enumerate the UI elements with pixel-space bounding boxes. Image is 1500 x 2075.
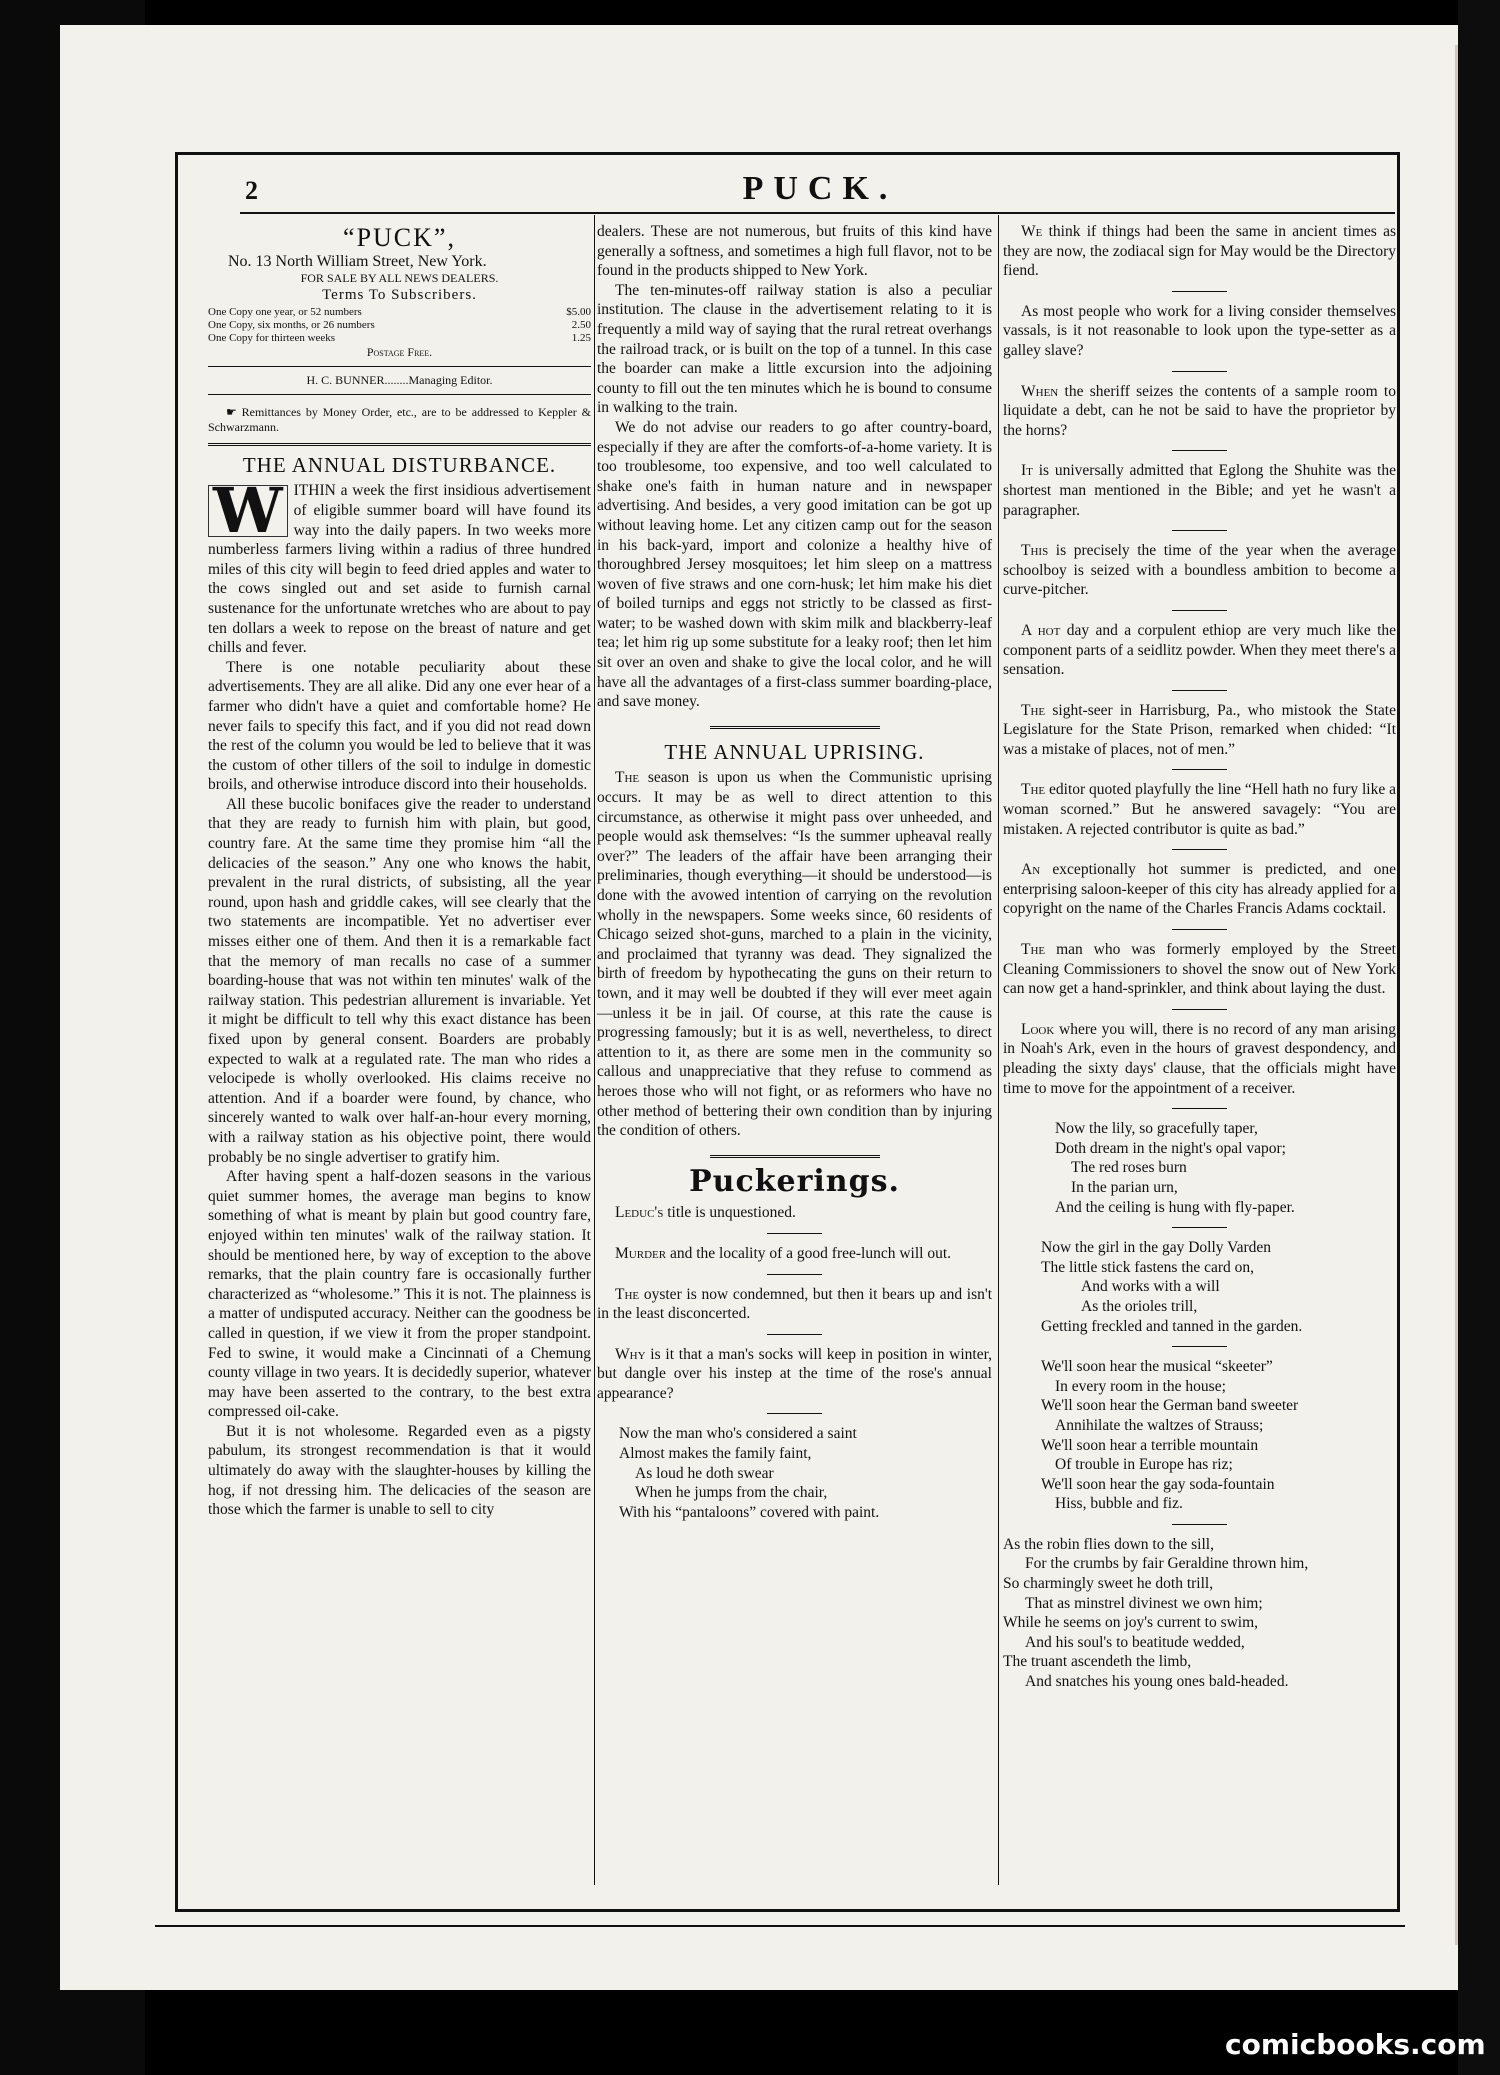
paragraph-item: It is universally admitted that Eglong the Shuhite was the shortest man mentioned in the Bible; and yet he wasn't a paragrapher. bbox=[1003, 462, 1396, 519]
paragraph-item: A hot day and a corpulent ethiop are very much like the component parts of a seidlitz powder. When they meet there's a sensation. bbox=[1003, 621, 1396, 679]
paragraph-item: Why is it that a man's socks will keep in position in winter, but dangle over his instep at the time of the rose's annual appearance? bbox=[597, 1345, 992, 1402]
divider bbox=[1172, 929, 1227, 930]
article-paragraph: The season is upon us when the Communistic uprising occurs. It may be as well to direct attention to this circumstance, as otherwise it might pass over unheeded, and people would ask themselves: “Is the summer upheaval really over?” The leaders of the affair have been arranging their preliminaries, though everything—it should be understood—is done with the avowed intention of carrying on the revolution wholly in the newspapers. Some weeks since, 60 residents of Chicago seized shot-guns, marched to a plain in the vicinity, and proclaimed that tyranny was dead. They signalized the birth of freedom by hypothecating the guns on their return to town, and it may well be doubted if they will ever meet again—unless it be in jail. Of course, at this rate the cause is progressing famously; but it is as well, nevertheless, to direct attention to it, as there are some men in the community so callous and unappreciative that they refuse to commend as heroes those who will not fight, or as reformers who have no other method of bettering their own condition than by injuring the condition of others. bbox=[597, 769, 992, 1140]
verse-line: The little stick fastens the card on, bbox=[1041, 1258, 1255, 1276]
ornamental-divider bbox=[710, 726, 880, 729]
divider bbox=[1172, 1524, 1227, 1525]
verse-line: The red roses burn bbox=[1071, 1159, 1187, 1177]
paragraph-item: The sight-seer in Harrisburg, Pa., who mistook the State Legislature for the State Prison, remarked when chided: “It was a mistake of places, not of men.” bbox=[1003, 701, 1396, 758]
divider bbox=[1172, 690, 1227, 691]
verse-line: Now the girl in the gay Dolly Varden bbox=[1041, 1239, 1272, 1257]
divider bbox=[1172, 371, 1227, 372]
verse-line: Now the lily, so gracefully taper, bbox=[1055, 1120, 1258, 1138]
scan-border-right bbox=[1458, 0, 1500, 2075]
verse-line: As the robin flies down to the sill, bbox=[1003, 1535, 1214, 1553]
pointing-hand-icon: ☛ bbox=[226, 404, 242, 419]
divider bbox=[1172, 1108, 1227, 1109]
article-title: THE ANNUAL UPRISING. bbox=[664, 739, 925, 764]
drop-cap: W bbox=[208, 485, 288, 537]
paragraph-item: Look where you will, there is no record of any man arising in Noah's Ark, even in the hours of gravest despondency, and pleading the sixty days' clause, that the officials might have time to move for the appointment of a receiver. bbox=[1003, 1020, 1396, 1097]
paragraph-item: We think if things had been the same in ancient times as they are now, the zodiacal sign for May would be the Directory fiend. bbox=[1003, 223, 1396, 280]
sale-notice: FOR SALE BY ALL NEWS DEALERS. bbox=[300, 271, 499, 286]
verse-line: And his soul's to beatitude wedded, bbox=[1025, 1633, 1245, 1651]
article-paragraph: We do not advise our readers to go after country-board, especially if they are after the comforts-of-a-home variety. It is too troublesome, too expensive, and too well calculated to shake one's faith in human nature and in newspaper advertising. And besides, a very good imitation can be got up without leaving home. Let any citizen camp out for the season in his back-yard, import and colonize a healthy hive of thoroughbred Jersey mosquitoes; let him sleep on a mattress woven of five straws and one corn-husk; let him make his diet of boiled turnips and eggs not strictly to be classed as first-water; to be washed down with skim milk and blackberry-leaf tea; let him rig up some substitute for a leaky roof; then let him sit over an oven and shake to give the local color, and he will have all the advantages of a first-class summer boarding-place, and save money. bbox=[597, 418, 992, 711]
article-paragraph: W ITHIN a week the first insidious advertisement of eligible summer board will have found its way into the daily papers. In two weeks more numberless farmers living within a radius of three hundred miles of this city will begin to feed dried apples and water to the cows singled out and set aside to furnish carnal sustenance for the unfortunate wretches who are about to pay ten dollars a week to repose on the breast of nature and get chills and fever. bbox=[208, 474, 591, 657]
column-1 bbox=[208, 222, 591, 1520]
divider bbox=[208, 394, 591, 395]
verse-line: The truant ascendeth the limb, bbox=[1003, 1653, 1192, 1671]
editor-line: H. C. BUNNER........Managing Editor. bbox=[306, 372, 493, 387]
verse-line: Almost makes the family faint, bbox=[619, 1445, 812, 1463]
divider bbox=[1172, 1346, 1227, 1347]
verse-line: We'll soon hear the German band sweeter bbox=[1041, 1397, 1299, 1415]
divider bbox=[1172, 610, 1227, 611]
ornamental-divider bbox=[710, 1155, 880, 1158]
verse-line: That as minstrel divinest we own him; bbox=[1025, 1594, 1263, 1612]
paragraph-item: This is precisely the time of the year when the average schoolboy is seized with a boundless ambition to become a curve-pitcher. bbox=[1003, 542, 1396, 599]
terms-row: One Copy for thirteen weeks 1.25 bbox=[208, 331, 591, 344]
masthead: PUCK. bbox=[742, 170, 898, 207]
article-paragraph: The ten-minutes-off railway station is also a peculiar institution. The clause in the advertisement relating to it is frequently a mild way of saying that the rural retreat overhangs the railroad track, or is built on the top of a tunnel. In this case the boarder can make a little excursion into the adjoining county to fill out the ten minutes which he is bound to consume in walking to the train. bbox=[597, 281, 992, 417]
remittance-notice: ☛ Remittances by Money Order, etc., are to be addressed to Keppler & Schwarzmann. bbox=[208, 404, 591, 434]
paragraph-item: Murder and the locality of a good free-lunch will out. bbox=[615, 1244, 952, 1262]
verse-line: So charmingly sweet he doth trill, bbox=[1003, 1575, 1214, 1593]
verse-line: Now the man who's considered a saint bbox=[619, 1425, 857, 1443]
verse-line: We'll soon hear a terrible mountain bbox=[1041, 1436, 1259, 1454]
divider bbox=[767, 1274, 822, 1275]
article-paragraph: dealers. These are not numerous, but fruits of this kind have generally a softness, and sometimes a high full flavor, not to be found in the products shipped to New York. bbox=[597, 223, 992, 280]
verse-line: We'll soon hear the gay soda-fountain bbox=[1041, 1475, 1275, 1493]
verse-line: Getting freckled and tanned in the garden. bbox=[1041, 1317, 1303, 1335]
paragraph-item: Leduc's title is unquestioned. bbox=[615, 1204, 796, 1222]
column-2 bbox=[597, 222, 992, 1522]
verse-line: And works with a will bbox=[1081, 1278, 1220, 1296]
column-rule bbox=[998, 215, 999, 1885]
verse-line: With his “pantaloons” covered with paint. bbox=[619, 1503, 880, 1521]
column-rule bbox=[594, 215, 595, 1885]
article-paragraph: All these bucolic bonifaces give the reader to understand that they are ready to furnish him with plain, but good, country fare. At the same time they promise him “all the delicacies of the season.” Any one who knows the habit, prevalent in the rural districts, of subsisting, all the year round, upon hash and griddle cakes, will see clearly that the two statements are incompatible. Yet no advertiser ever misses either one of them. And then it is a remarkable fact that the memory of man recalls no case of a summer boarding-house that was not within ten minutes' walk of the railway station. This pedestrian allurement is invariable. Yet it might be difficult to tell why this exact distance has been fixed upon by general consent. Boarders are probably expected to walk at a regulated rate. The man who rides a velocipede is wholly overlooked. His claims receive no attention. And if a boarder were found, by chance, who sincerely wanted to walk over half-an-hour every morning, with a railway station as his objective point, there would probably be no single advertiser to gratify him. bbox=[208, 795, 591, 1166]
verse-line: As the orioles trill, bbox=[1081, 1297, 1198, 1315]
divider bbox=[767, 1334, 822, 1335]
verse-line: Doth dream in the night's opal vapor; bbox=[1055, 1139, 1286, 1157]
verse-line: While he seems on joy's current to swim, bbox=[1003, 1614, 1259, 1632]
article-title: THE ANNUAL DISTURBANCE. bbox=[242, 452, 557, 477]
verse-line: We'll soon hear the musical “skeeter” bbox=[1041, 1358, 1273, 1376]
article-paragraph: After having spent a half-dozen seasons in the various quiet summer homes, the average man begins to know something of what is meant by plain but good country fare, enjoyed within ten minutes' walk of the railway station. It should be mentioned here, by way of exception to the above remarks, that the plain country fare is occasionally further characterized as “wholesome.” This it is not. The plainness is a matter of undisputed accuracy. Neither can the goodness be called in question, if we view it from the proper standpoint. Fed to swine, it would make a Cincinnati of a Chemung county village in two years. It is decidedly superior, whatever may have been asserted to the contrary, to the best extra compressed oil-cake. bbox=[208, 1168, 591, 1421]
section-title: Puckerings. bbox=[689, 1163, 900, 1199]
verse-line: Of trouble in Europe has riz; bbox=[1055, 1456, 1233, 1474]
divider bbox=[1172, 849, 1227, 850]
info-box-title: “PUCK”, bbox=[343, 223, 456, 252]
divider bbox=[1172, 291, 1227, 292]
paragraph-item: The man who was formerly employed by the Street Cleaning Commissioners to shovel the snow out of New York can now get a hand-sprinkler, and think about laying the dust. bbox=[1003, 941, 1396, 998]
divider bbox=[1172, 769, 1227, 770]
divider bbox=[1172, 530, 1227, 531]
verse-line: In the parian urn, bbox=[1071, 1178, 1178, 1196]
postage-notice: Postage Free. bbox=[366, 344, 433, 359]
verse-line: For the crumbs by fair Geraldine thrown him, bbox=[1025, 1555, 1309, 1573]
terms-row: One Copy, six months, or 26 numbers 2.50 bbox=[208, 318, 591, 331]
address: No. 13 North William Street, New York. bbox=[228, 252, 487, 270]
verse-line: And snatches his young ones bald-headed. bbox=[1025, 1673, 1289, 1691]
verse-line: Hiss, bubble and fiz. bbox=[1055, 1495, 1183, 1513]
paragraph-item: The editor quoted playfully the line “Hell hath no fury like a woman scorned.” But he answered savagely: “You are mistaken. A rejected contributor is quite as bad.” bbox=[1003, 781, 1396, 838]
verse-line: Annihilate the waltzes of Strauss; bbox=[1055, 1416, 1264, 1434]
info-box bbox=[208, 223, 591, 437]
verse-line: And the ceiling is hung with fly-paper. bbox=[1055, 1198, 1295, 1216]
verse-line: In every room in the house; bbox=[1055, 1377, 1226, 1395]
paragraph-item: As most people who work for a living consider themselves vassals, is it not reasonable to look upon the type-setter as a galley slave? bbox=[1003, 302, 1396, 359]
paragraph-item: When the sheriff seizes the contents of a sample room to liquidate a debt, can he not be said to have the proprietor by the horns? bbox=[1003, 382, 1396, 439]
divider bbox=[1172, 450, 1227, 451]
article-paragraph: There is one notable peculiarity about these advertisements. They are all alike. Did any one ever hear of a farmer who didn't have a quiet and comfortable home? He never fails to specify this fact, and if you did not read down the rest of the column you would be led to believe that it was the custom of other tillers of the soil to indulge in domestic broils, and otherwise introduce discord into their households. bbox=[208, 658, 591, 794]
verse-line: As loud he doth swear bbox=[635, 1464, 774, 1482]
divider bbox=[1172, 1009, 1227, 1010]
divider bbox=[767, 1233, 822, 1234]
terms-heading: Terms To Subscribers. bbox=[322, 287, 477, 304]
divider bbox=[767, 1413, 822, 1414]
divider bbox=[208, 366, 591, 367]
divider bbox=[1172, 1227, 1227, 1228]
site-watermark: comicbooks.com bbox=[1225, 2028, 1486, 2061]
paragraph-item: The oyster is now condemned, but then it bears up and isn't in the least disconcerted. bbox=[597, 1285, 992, 1323]
verse-line: When he jumps from the chair, bbox=[635, 1484, 828, 1502]
column-3 bbox=[1003, 222, 1396, 1692]
terms-row: One Copy one year, or 52 numbers $5.00 bbox=[208, 305, 591, 318]
paragraph-item: An exceptionally hot summer is predicted, and one enterprising saloon-keeper of this city has already applied for a copyright on the name of the Charles Francis Adams cocktail. bbox=[1003, 861, 1396, 918]
bottom-rule bbox=[155, 1925, 1405, 1927]
header-rule bbox=[240, 212, 1395, 214]
divider bbox=[208, 443, 591, 446]
page-number: 2 bbox=[245, 176, 258, 205]
article-paragraph: But it is not wholesome. Regarded even as a pigsty pabulum, its strongest recommendation is that it would ultimately do away with the slaughter-houses by killing the hog, if not dressing him. The delicacies of the season are those which the farmer is unable to sell to city bbox=[208, 1422, 591, 1519]
